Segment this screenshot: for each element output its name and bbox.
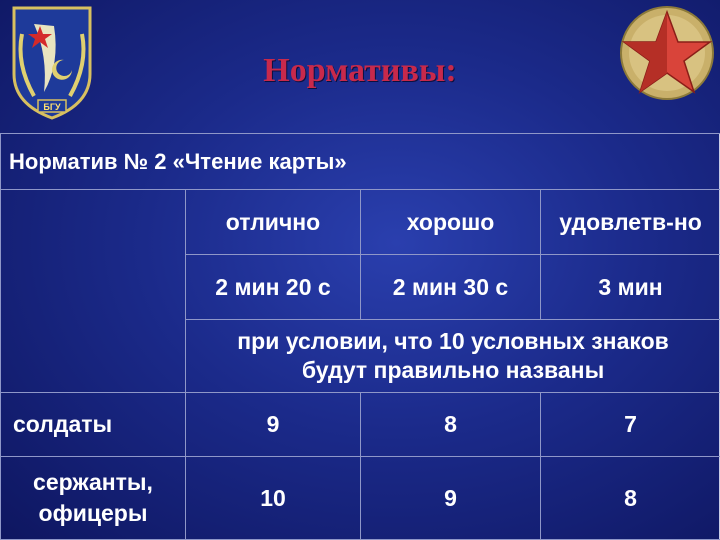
- soldiers-good: 8: [361, 393, 541, 457]
- crest-text: БГУ: [43, 102, 61, 112]
- sergeants-good: 9: [361, 457, 541, 540]
- sergeants-excellent: 10: [186, 457, 361, 540]
- table-row: [1, 393, 720, 457]
- grade-satisfactory: удовлетв-но: [541, 190, 720, 255]
- norms-table: [0, 133, 720, 540]
- time-satisfactory: 3 мин: [541, 255, 720, 320]
- blank-cell: [1, 190, 186, 393]
- soldiers-satisfactory: 7: [541, 393, 720, 457]
- page-title: Нормативы:: [263, 52, 457, 89]
- norm-title: Норматив № 2 «Чтение карты»: [1, 134, 720, 190]
- soldiers-excellent: 9: [186, 393, 361, 457]
- grade-good: хорошо: [361, 190, 541, 255]
- time-excellent: 2 мин 20 с: [186, 255, 361, 320]
- condition-text: при условии, что 10 условных знаков будут правильно названы: [186, 320, 720, 393]
- grade-excellent: отлично: [186, 190, 361, 255]
- table-row: [1, 457, 720, 540]
- row-label-sergeants: сержанты, офицеры: [1, 457, 186, 540]
- time-good: 2 мин 30 с: [361, 255, 541, 320]
- row-label-soldiers: солдаты: [1, 393, 186, 457]
- sergeants-satisfactory: 8: [541, 457, 720, 540]
- table-header-row: [1, 134, 720, 190]
- grades-row: [1, 190, 720, 255]
